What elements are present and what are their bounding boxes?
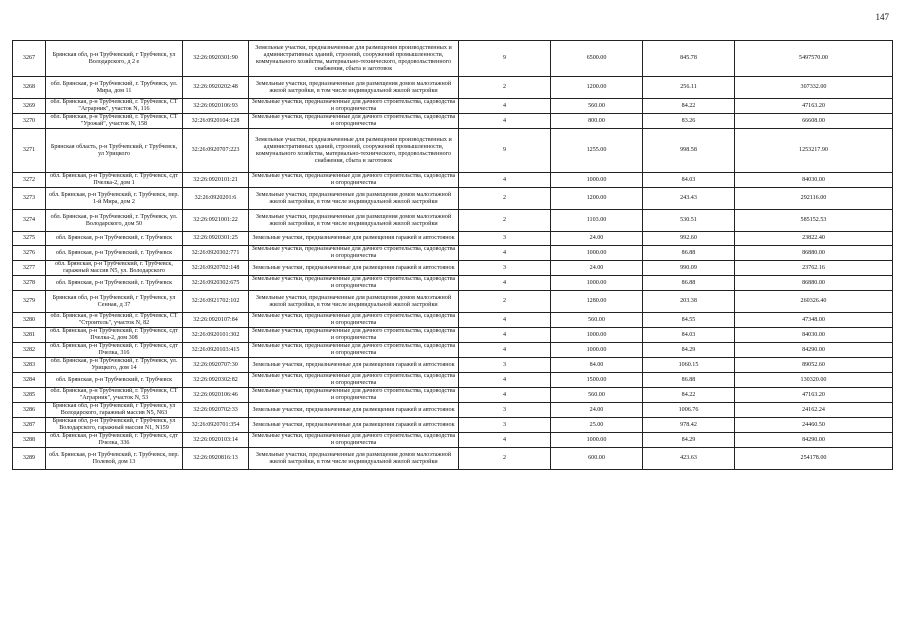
- row-number-cell: 3288: [13, 433, 46, 448]
- specific-value-cell: 243.43: [643, 188, 735, 210]
- row-number-cell: 3272: [13, 173, 46, 188]
- specific-value-cell: 423.63: [643, 448, 735, 470]
- address-cell: Брянская обл, р-н Трубчевский, г Трубчевск, ул Сенная, д 37: [46, 291, 183, 313]
- use-group-cell: 3: [459, 358, 551, 373]
- cadastral-number-cell: 32:26:0920702:148: [183, 261, 249, 276]
- specific-value-cell: 84.22: [643, 388, 735, 403]
- area-cell: 1000.00: [551, 433, 643, 448]
- specific-value-cell: 84.22: [643, 99, 735, 114]
- cadastral-value-cell: 260326.40: [735, 291, 893, 313]
- row-number-cell: 3284: [13, 373, 46, 388]
- cadastral-number-cell: 32:26:0920104:128: [183, 114, 249, 129]
- cadastral-value-cell: 292116.00: [735, 188, 893, 210]
- address-cell: обл. Брянская, р-н Трубчевский, г. Трубчевск, СТ "Урожай", участок N, 158: [46, 114, 183, 129]
- address-cell: обл. Брянская, р-н Трубчевский, г. Трубчевск, СТ "Строитель", участок N, 82: [46, 313, 183, 328]
- row-number-cell: 3269: [13, 99, 46, 114]
- address-cell: обл. Брянская, р-н Трубчевский, г. Трубчевск: [46, 276, 183, 291]
- row-number-cell: 3277: [13, 261, 46, 276]
- area-cell: 1000.00: [551, 246, 643, 261]
- cadastral-number-cell: 32:26:0920106:93: [183, 99, 249, 114]
- row-number-cell: 3287: [13, 418, 46, 433]
- specific-value-cell: 84.55: [643, 313, 735, 328]
- cadastral-value-cell: 5497570.00: [735, 41, 893, 77]
- row-number-cell: 3271: [13, 129, 46, 173]
- cadastral-number-cell: 32:26:0920701:354: [183, 418, 249, 433]
- use-group-cell: 4: [459, 173, 551, 188]
- cadastral-value-cell: 130320.00: [735, 373, 893, 388]
- area-cell: 600.00: [551, 448, 643, 470]
- area-cell: 1280.00: [551, 291, 643, 313]
- area-cell: 1103.00: [551, 210, 643, 232]
- specific-value-cell: 992.60: [643, 232, 735, 246]
- land-use-cell: Земельные участки, предназначенные для дачного строительства, садоводства и огородничества: [249, 373, 459, 388]
- cadastral-value-cell: 86880.00: [735, 246, 893, 261]
- land-use-cell: Земельные участки, предназначенные для размещения гаражей и автостоянок: [249, 261, 459, 276]
- cadastral-number-cell: 32:26:0920702:33: [183, 403, 249, 418]
- cadastral-number-cell: 32:26:0920103:415: [183, 343, 249, 358]
- address-cell: обл. Брянская, р-н Трубчевский, г. Трубчевск, ул. Мира, дом 11: [46, 77, 183, 99]
- use-group-cell: 4: [459, 328, 551, 343]
- area-cell: 24.00: [551, 403, 643, 418]
- row-number-cell: 3273: [13, 188, 46, 210]
- area-cell: 24.00: [551, 232, 643, 246]
- cadastral-value-cell: 89052.60: [735, 358, 893, 373]
- use-group-cell: 4: [459, 313, 551, 328]
- use-group-cell: 3: [459, 261, 551, 276]
- table-row: [13, 418, 893, 433]
- cadastral-value-cell: 23762.16: [735, 261, 893, 276]
- use-group-cell: 4: [459, 433, 551, 448]
- use-group-cell: 3: [459, 232, 551, 246]
- specific-value-cell: 84.03: [643, 173, 735, 188]
- use-group-cell: 2: [459, 188, 551, 210]
- specific-value-cell: 203.38: [643, 291, 735, 313]
- cadastral-number-cell: 32:26:0921702:102: [183, 291, 249, 313]
- row-number-cell: 3274: [13, 210, 46, 232]
- cadastral-value-cell: 1253217.90: [735, 129, 893, 173]
- table-row: [13, 77, 893, 99]
- row-number-cell: 3279: [13, 291, 46, 313]
- address-cell: обл. Брянская, р-н Трубчевский, г. Трубчевск, СТ "Аграрник", участок N, 116: [46, 99, 183, 114]
- use-group-cell: 4: [459, 343, 551, 358]
- table-row: [13, 313, 893, 328]
- cadastral-value-cell: 585152.53: [735, 210, 893, 232]
- address-cell: обл. Брянская, р-н Трубчевский, г. Трубчевск, сдт Пчелка, 316: [46, 343, 183, 358]
- cadastral-number-cell: 32:26:0920301:25: [183, 232, 249, 246]
- use-group-cell: 4: [459, 246, 551, 261]
- cadastral-number-cell: 32:26:0920103:14: [183, 433, 249, 448]
- land-use-cell: Земельные участки, предназначенные для дачного строительства, садоводства и огородничества: [249, 313, 459, 328]
- land-use-cell: Земельные участки, предназначенные для размещения домов малоэтажной жилой застройки, в том числе индивидуальной жилой застройки: [249, 210, 459, 232]
- address-cell: обл. Брянская, р-н Трубчевский, г. Трубчевск, ул. Урицкого, дом 14: [46, 358, 183, 373]
- table-row: [13, 129, 893, 173]
- land-use-cell: Земельные участки, предназначенные для дачного строительства, садоводства и огородничества: [249, 99, 459, 114]
- page-number: 147: [875, 12, 889, 22]
- specific-value-cell: 84.03: [643, 328, 735, 343]
- use-group-cell: 2: [459, 77, 551, 99]
- table-row: [13, 343, 893, 358]
- row-number-cell: 3276: [13, 246, 46, 261]
- use-group-cell: 9: [459, 41, 551, 77]
- row-number-cell: 3283: [13, 358, 46, 373]
- specific-value-cell: 530.51: [643, 210, 735, 232]
- area-cell: 800.00: [551, 114, 643, 129]
- table-row: [13, 41, 893, 77]
- table-row: [13, 358, 893, 373]
- address-cell: Брянская обл, р-н Трубчевский, г Трубчевск, ул Володарского, гаражный массив N1, N159: [46, 418, 183, 433]
- land-use-cell: Земельные участки, предназначенные для дачного строительства, садоводства и огородничества: [249, 343, 459, 358]
- cadastral-value-cell: 66608.00: [735, 114, 893, 129]
- specific-value-cell: 83.26: [643, 114, 735, 129]
- area-cell: 560.00: [551, 313, 643, 328]
- land-use-cell: Земельные участки, предназначенные для дачного строительства, садоводства и огородничества: [249, 433, 459, 448]
- use-group-cell: 3: [459, 403, 551, 418]
- address-cell: Брянская область, р-н Трубчевский, г Трубчевск, ул Урицкого: [46, 129, 183, 173]
- area-cell: 1000.00: [551, 173, 643, 188]
- cadastral-value-cell: 47163.20: [735, 388, 893, 403]
- table-row: [13, 448, 893, 470]
- land-use-cell: Земельные участки, предназначенные для размещения домов малоэтажной жилой застройки, в том числе индивидуальной жилой застройки: [249, 77, 459, 99]
- cadastral-number-cell: 32:26:0920816:13: [183, 448, 249, 470]
- table-row: [13, 232, 893, 246]
- cadastral-number-cell: 32:26:0920107:84: [183, 313, 249, 328]
- table-row: [13, 261, 893, 276]
- use-group-cell: 4: [459, 99, 551, 114]
- land-use-cell: Земельные участки, предназначенные для размещения гаражей и автостоянок: [249, 403, 459, 418]
- address-cell: обл. Брянская, р-н Трубчевский, г. Трубчевск: [46, 373, 183, 388]
- row-number-cell: 3280: [13, 313, 46, 328]
- cadastral-value-cell: 23822.40: [735, 232, 893, 246]
- address-cell: обл. Брянская, р-н Трубчевский, г. Трубчевск, сдт Пчелка-2, дом 308: [46, 328, 183, 343]
- address-cell: обл. Брянская, р-н Трубчевский, г. Трубчевск, сдт Пчелка, 336: [46, 433, 183, 448]
- area-cell: 1500.00: [551, 373, 643, 388]
- address-cell: обл. Брянская, р-н Трубчевский, г. Трубчевск, ул. Володарского, дом 50: [46, 210, 183, 232]
- cadastral-number-cell: 32:26:0920201:6: [183, 188, 249, 210]
- row-number-cell: 3281: [13, 328, 46, 343]
- address-cell: обл. Брянская, р-н Трубчевский, г. Трубчевск, пер. 1-й Мира, дом 2: [46, 188, 183, 210]
- cadastral-number-cell: 32:26:0920707:30: [183, 358, 249, 373]
- row-number-cell: 3270: [13, 114, 46, 129]
- address-cell: обл. Брянская, р-н Трубчевский, г. Трубчевск, СТ "Аграрник", участок N, 53: [46, 388, 183, 403]
- table-row: [13, 188, 893, 210]
- land-use-cell: Земельные участки, предназначенные для размещения гаражей и автостоянок: [249, 418, 459, 433]
- area-cell: 24.00: [551, 261, 643, 276]
- cadastral-value-table: [12, 40, 893, 470]
- address-cell: обл. Брянская, р-н Трубчевский, г. Трубчевск, пер. Полевой, дом 13: [46, 448, 183, 470]
- use-group-cell: 3: [459, 418, 551, 433]
- land-use-cell: Земельные участки, предназначенные для дачного строительства, садоводства и огородничества: [249, 246, 459, 261]
- table-row: [13, 210, 893, 232]
- cadastral-value-cell: 84030.00: [735, 173, 893, 188]
- cadastral-value-cell: 47163.20: [735, 99, 893, 114]
- area-cell: 1000.00: [551, 343, 643, 358]
- row-number-cell: 3278: [13, 276, 46, 291]
- land-use-cell: Земельные участки, предназначенные для размещения домов малоэтажной жилой застройки, в том числе индивидуальной жилой застройки: [249, 291, 459, 313]
- cadastral-value-cell: 307332.00: [735, 77, 893, 99]
- row-number-cell: 3285: [13, 388, 46, 403]
- table-row: [13, 328, 893, 343]
- specific-value-cell: 1060.15: [643, 358, 735, 373]
- address-cell: Брянская обл, р-н Трубчевский, г Трубчевск, ул Володарского, д 2 е: [46, 41, 183, 77]
- use-group-cell: 2: [459, 291, 551, 313]
- use-group-cell: 9: [459, 129, 551, 173]
- area-cell: 25.00: [551, 418, 643, 433]
- address-cell: обл. Брянская, р-н Трубчевский, г. Трубчевск: [46, 232, 183, 246]
- specific-value-cell: 845.78: [643, 41, 735, 77]
- table-row: [13, 433, 893, 448]
- land-use-cell: Земельные участки, предназначенные для размещения домов малоэтажной жилой застройки, в том числе индивидуальной жилой застройки: [249, 448, 459, 470]
- row-number-cell: 3275: [13, 232, 46, 246]
- cadastral-value-cell: 47348.00: [735, 313, 893, 328]
- table-row: [13, 99, 893, 114]
- use-group-cell: 2: [459, 448, 551, 470]
- land-use-cell: Земельные участки, предназначенные для дачного строительства, садоводства и огородничества: [249, 276, 459, 291]
- use-group-cell: 4: [459, 276, 551, 291]
- cadastral-number-cell: 32:26:0920101:302: [183, 328, 249, 343]
- land-use-cell: Земельные участки, предназначенные для размещения гаражей и автостоянок: [249, 232, 459, 246]
- land-use-cell: Земельные участки, предназначенные для дачного строительства, садоводства и огородничества: [249, 328, 459, 343]
- table-body: [13, 41, 893, 470]
- address-cell: обл. Брянская, р-н Трубчевский, г. Трубчевск, гаражный массив N5, ул. Володарского: [46, 261, 183, 276]
- cadastral-value-cell: 84030.00: [735, 328, 893, 343]
- address-cell: обл. Брянская, р-н Трубчевский, г. Трубчевск, сдт Пчелка-2, дом 1: [46, 173, 183, 188]
- cadastral-number-cell: 32:26:0920101:21: [183, 173, 249, 188]
- use-group-cell: 4: [459, 388, 551, 403]
- cadastral-number-cell: 32:26:0920106:46: [183, 388, 249, 403]
- specific-value-cell: 84.29: [643, 433, 735, 448]
- table-row: [13, 403, 893, 418]
- land-use-cell: Земельные участки, предназначенные для дачного строительства, садоводства и огородничества: [249, 173, 459, 188]
- area-cell: 560.00: [551, 99, 643, 114]
- specific-value-cell: 990.09: [643, 261, 735, 276]
- table-row: [13, 388, 893, 403]
- land-use-cell: Земельные участки, предназначенные для размещения производственных и административных зданий, строений, сооружений промышленности, коммунального хозяйства, материально-технического, продовольственного снабжения, сбыта и заготовок: [249, 129, 459, 173]
- area-cell: 1255.00: [551, 129, 643, 173]
- area-cell: 1200.00: [551, 188, 643, 210]
- cadastral-value-cell: 84290.00: [735, 343, 893, 358]
- specific-value-cell: 86.88: [643, 276, 735, 291]
- land-use-cell: Земельные участки, предназначенные для размещения домов малоэтажной жилой застройки, в том числе индивидуальной жилой застройки: [249, 188, 459, 210]
- row-number-cell: 3286: [13, 403, 46, 418]
- area-cell: 1200.00: [551, 77, 643, 99]
- land-use-cell: Земельные участки, предназначенные для размещения гаражей и автостоянок: [249, 358, 459, 373]
- specific-value-cell: 256.11: [643, 77, 735, 99]
- specific-value-cell: 86.88: [643, 373, 735, 388]
- area-cell: 1000.00: [551, 276, 643, 291]
- row-number-cell: 3289: [13, 448, 46, 470]
- area-cell: 84.00: [551, 358, 643, 373]
- specific-value-cell: 998.58: [643, 129, 735, 173]
- cadastral-value-cell: 254178.00: [735, 448, 893, 470]
- cadastral-value-cell: 24162.24: [735, 403, 893, 418]
- specific-value-cell: 978.42: [643, 418, 735, 433]
- row-number-cell: 3268: [13, 77, 46, 99]
- land-use-cell: Земельные участки, предназначенные для дачного строительства, садоводства и огородничества: [249, 388, 459, 403]
- row-number-cell: 3282: [13, 343, 46, 358]
- use-group-cell: 4: [459, 373, 551, 388]
- table-row: [13, 291, 893, 313]
- table-row: [13, 114, 893, 129]
- cadastral-number-cell: 32:26:0921001:22: [183, 210, 249, 232]
- address-cell: Брянская обл, р-н Трубчевский, г Трубчевск, ул Володарского, гаражный массив N5, N63: [46, 403, 183, 418]
- cadastral-number-cell: 32:26:0920707:223: [183, 129, 249, 173]
- cadastral-value-cell: 24460.50: [735, 418, 893, 433]
- cadastral-number-cell: 32:26:0920302:675: [183, 276, 249, 291]
- cadastral-number-cell: 32:26:0920302:771: [183, 246, 249, 261]
- area-cell: 6500.00: [551, 41, 643, 77]
- land-use-cell: Земельные участки, предназначенные для дачного строительства, садоводства и огородничества: [249, 114, 459, 129]
- cadastral-number-cell: 32:26:0920202:48: [183, 77, 249, 99]
- cadastral-number-cell: 32:26:0920301:90: [183, 41, 249, 77]
- table-row: [13, 276, 893, 291]
- table-row: [13, 173, 893, 188]
- cadastral-value-cell: 84290.00: [735, 433, 893, 448]
- table-row: [13, 373, 893, 388]
- area-cell: 560.00: [551, 388, 643, 403]
- land-use-cell: Земельные участки, предназначенные для размещения производственных и административных зданий, строений, сооружений промышленности, коммунального хозяйства, материально-технического, продовольственного снабжения, сбыта и заготовок: [249, 41, 459, 77]
- table-row: [13, 246, 893, 261]
- specific-value-cell: 84.29: [643, 343, 735, 358]
- use-group-cell: 2: [459, 210, 551, 232]
- cadastral-value-cell: 86880.00: [735, 276, 893, 291]
- specific-value-cell: 1006.76: [643, 403, 735, 418]
- specific-value-cell: 86.88: [643, 246, 735, 261]
- row-number-cell: 3267: [13, 41, 46, 77]
- cadastral-number-cell: 32:26:0920302:82: [183, 373, 249, 388]
- address-cell: обл. Брянская, р-н Трубчевский, г. Трубчевск: [46, 246, 183, 261]
- use-group-cell: 4: [459, 114, 551, 129]
- area-cell: 1000.00: [551, 328, 643, 343]
